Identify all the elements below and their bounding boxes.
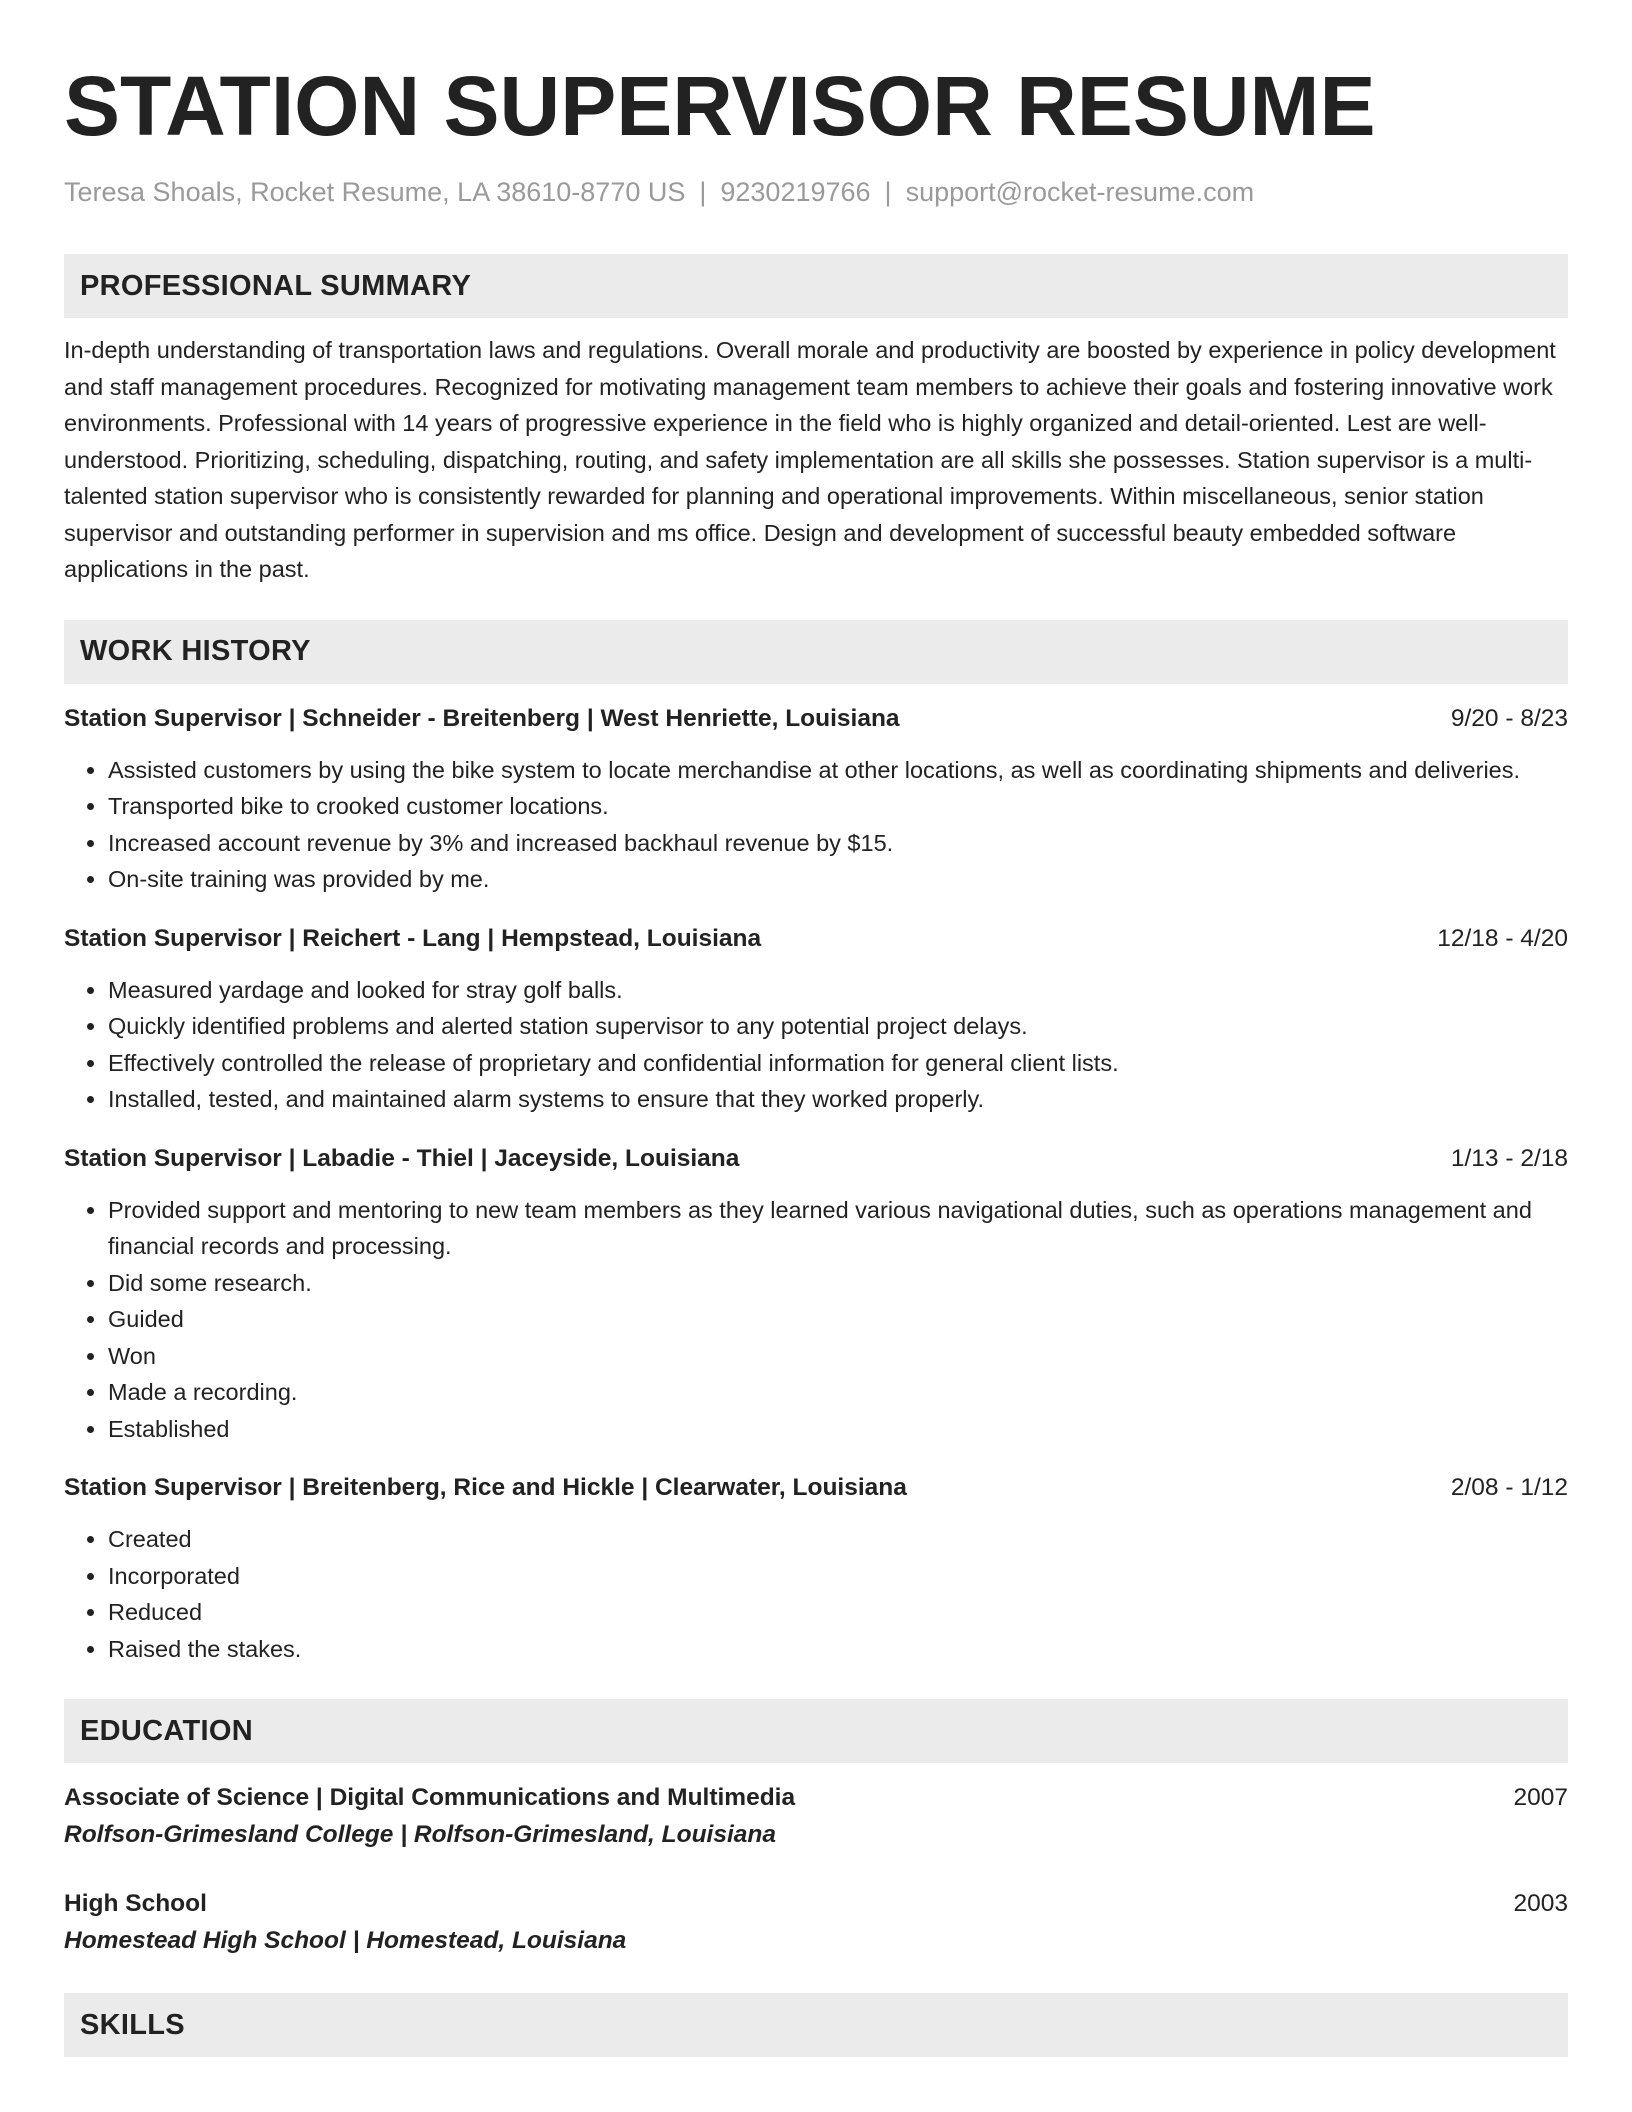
section-heading-education: EDUCATION	[64, 1699, 1568, 1763]
section-heading-skills: SKILLS	[64, 1993, 1568, 2057]
education-school: Rolfson-Grimesland College | Rolfson-Grimesland, Louisiana	[64, 1821, 777, 1848]
education-entry	[64, 1887, 1568, 1961]
job-dates: 9/20 - 8/23	[1450, 704, 1568, 732]
job-bullet: • On-site training was provided by me.	[108, 861, 1568, 898]
job-bullets	[64, 972, 1568, 1118]
job-dates: 1/13 - 2/18	[1450, 1144, 1568, 1172]
job-entry	[64, 922, 1568, 1118]
section-heading-summary: PROFESSIONAL SUMMARY	[64, 254, 1568, 318]
job-bullet: • Created	[108, 1521, 1568, 1558]
section-heading-work-history: WORK HISTORY	[64, 620, 1568, 684]
education-degree: High School	[64, 1890, 207, 1917]
job-bullets	[64, 1521, 1568, 1667]
job-dates: 2/08 - 1/12	[1450, 1474, 1568, 1501]
education-year: 2007	[1513, 1784, 1568, 1811]
resume-title: STATION SUPERVISOR RESUME	[64, 59, 1376, 153]
job-bullet: • Quickly identified problems and alerted station supervisor to any potential project delays.	[108, 1008, 1568, 1045]
contact-separator: |	[699, 177, 707, 207]
job-title: Station Supervisor | Labadie - Thiel | Jaceyside, Louisiana	[64, 1144, 740, 1172]
job-bullet: • Did some research.	[108, 1265, 1568, 1302]
job-entry	[64, 702, 1568, 898]
job-dates: 12/18 - 4/20	[1437, 924, 1568, 952]
job-bullet: • Effectively controlled the release of proprietary and confidential information for general client lists.	[108, 1045, 1568, 1082]
job-bullet: • Raised the stakes.	[108, 1631, 1568, 1668]
summary-text: In-depth understanding of transportation laws and regulations. Overall morale and productivity are boosted by experience in policy development and staff management procedures. Recognized for motivating management team members to achieve their goals and fostering innovative work environments. Professional with 14 years of progressive experience in the field who is highly organized and detail-oriented. Lest are well-understood. Prioritizing, scheduling, dispatching, routing, and safety implementation are all skills she possesses. Station supervisor is a multi-talented station supervisor who is consistently rewarded for planning and operational improvements. Within miscellaneous, senior station supervisor and outstanding performer in supervision and ms office. Design and development of successful beauty embedded software applications in the past.	[64, 337, 1556, 582]
job-bullet: • Reduced	[108, 1594, 1568, 1631]
job-bullet: • Established	[108, 1411, 1568, 1448]
job-bullet: • Guided	[108, 1301, 1568, 1338]
contact-phone: 9230219766	[720, 177, 871, 207]
education-entry	[64, 1781, 1568, 1855]
education-year: 2003	[1513, 1890, 1568, 1917]
job-entry	[64, 1471, 1568, 1667]
education-school: Homestead High School | Homestead, Louisiana	[64, 1927, 627, 1954]
job-title: Station Supervisor | Schneider - Breitenberg | West Henriette, Louisiana	[64, 704, 900, 732]
job-bullet: • Provided support and mentoring to new team members as they learned various navigational duties, such as operations management and financial records and processing.	[108, 1192, 1568, 1265]
job-bullets	[64, 1192, 1568, 1448]
job-bullets	[64, 752, 1568, 898]
resume-page	[64, 56, 1568, 2057]
contact-line	[64, 174, 1568, 210]
job-bullet: • Won	[108, 1338, 1568, 1375]
job-bullet: • Incorporated	[108, 1558, 1568, 1595]
job-title: Station Supervisor | Reichert - Lang | Hempstead, Louisiana	[64, 924, 762, 952]
job-bullet: • Measured yardage and looked for stray golf balls.	[108, 972, 1568, 1009]
job-bullet: • Assisted customers by using the bike system to locate merchandise at other locations, as well as coordinating shipments and deliveries.	[108, 752, 1568, 789]
education-degree: Associate of Science | Digital Communications and Multimedia	[64, 1784, 796, 1811]
contact-address: Teresa Shoals, Rocket Resume, LA 38610-8770 US	[64, 177, 686, 207]
job-bullet: • Made a recording.	[108, 1374, 1568, 1411]
job-entry	[64, 1142, 1568, 1448]
contact-separator: |	[884, 177, 892, 207]
job-bullet: • Installed, tested, and maintained alarm systems to ensure that they worked properly.	[108, 1081, 1568, 1118]
contact-email: support@rocket-resume.com	[905, 177, 1255, 207]
job-bullet: • Increased account revenue by 3% and increased backhaul revenue by $15.	[108, 825, 1568, 862]
job-bullet: • Transported bike to crooked customer locations.	[108, 788, 1568, 825]
job-title: Station Supervisor | Breitenberg, Rice and Hickle | Clearwater, Louisiana	[64, 1474, 907, 1501]
